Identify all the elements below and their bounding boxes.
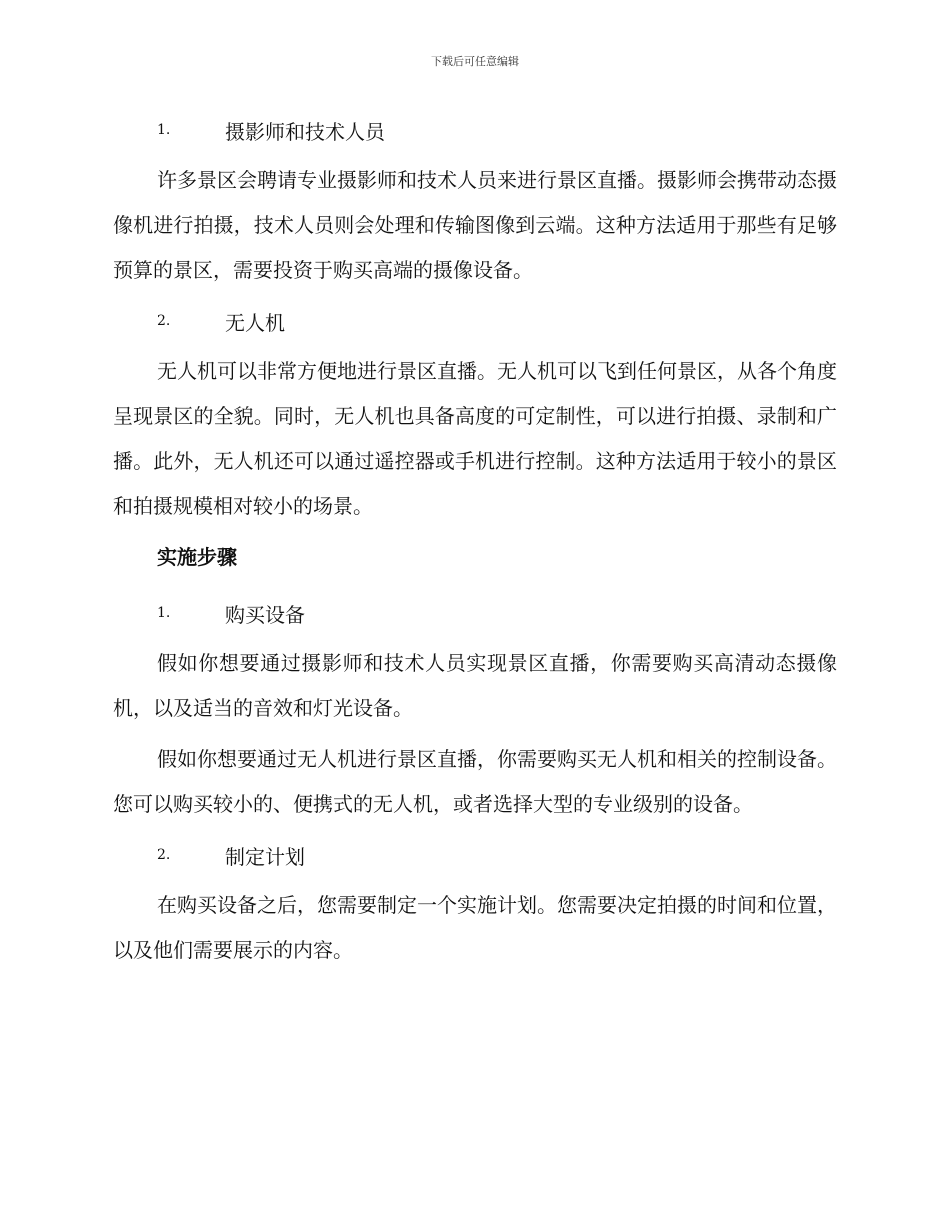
list-item xyxy=(113,591,837,635)
list-item-title: 制定计划 xyxy=(225,844,305,869)
list-item-title: 购买设备 xyxy=(225,602,305,627)
section-heading: 实施步骤 xyxy=(157,545,237,569)
page-header: 下载后可任意编辑 xyxy=(431,55,519,68)
list-item xyxy=(113,833,837,877)
list-item-number: 1. xyxy=(157,605,171,621)
paragraph: 在购买设备之后，您需要制定一个实施计划。您需要决定拍摄的时间和位置，以及他们需要展示的内容。 xyxy=(113,893,837,962)
paragraph: 许多景区会聘请专业摄影师和技术人员来进行景区直播。摄影师会携带动态摄像机进行拍摄，技术人员则会处理和传输图像到云端。这种方法适用于那些有足够预算的景区，需要投资于购买高端的摄像设备。 xyxy=(113,168,837,282)
document-body xyxy=(113,108,837,979)
list-item xyxy=(113,299,837,343)
list-item-number: 2. xyxy=(157,313,171,329)
paragraph: 假如你想要通过无人机进行景区直播，你需要购买无人机和相关的控制设备。您可以购买较小的、便携式的无人机，或者选择大型的专业级别的设备。 xyxy=(113,747,837,816)
list-item-title: 无人机 xyxy=(225,310,285,335)
list-item-number: 2. xyxy=(157,847,171,863)
paragraph: 假如你想要通过摄影师和技术人员实现景区直播，你需要购买高清动态摄像机，以及适当的音效和灯光设备。 xyxy=(113,651,837,720)
list-item xyxy=(113,108,837,152)
list-item-title: 摄影师和技术人员 xyxy=(225,119,385,144)
list-item-number: 1. xyxy=(157,122,171,138)
paragraph: 无人机可以非常方便地进行景区直播。无人机可以飞到任何景区，从各个角度呈现景区的全貌。同时，无人机也具备高度的可定制性，可以进行拍摄、录制和广播。此外，无人机还可以通过遥控器或手机进行控制。这种方法适用于较小的景区和拍摄规模相对较小的场景。 xyxy=(113,359,837,518)
